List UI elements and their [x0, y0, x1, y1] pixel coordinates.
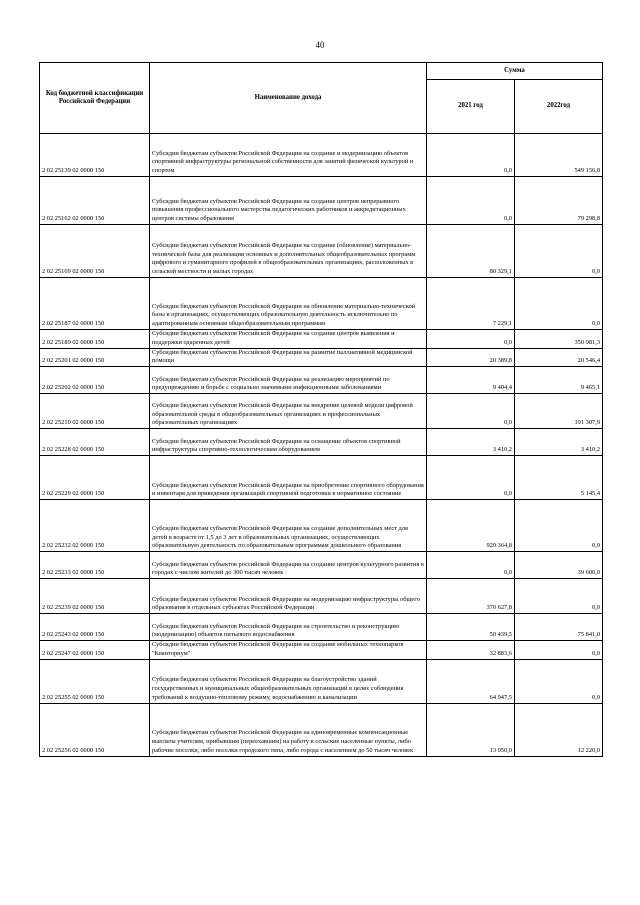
- amount-2021-cell: 0,0: [427, 552, 515, 579]
- income-name-cell: Субсидии бюджетам субъектов Российской Федерации на строительство и реконструкцию (модернизацию) объектов питьевого водоснабжения: [150, 614, 427, 641]
- table-row: [40, 429, 603, 456]
- income-name-cell: Субсидии бюджетам субъектов Российской Федерации на оснащение объектов спортивной инфраструктуры спортивно-технологическим оборудованием: [150, 429, 427, 456]
- income-name-cell: Субсидии бюджетам субъектов Российской Федерации на создание центров непрерывного повышения профессионального мастерства педагогических работников и аккредитационных центров системы образования: [150, 177, 427, 225]
- amount-2022-cell: 0,0: [515, 225, 603, 278]
- header-year-2021: 2021 год: [427, 80, 515, 134]
- amount-2021-cell: 0,0: [427, 177, 515, 225]
- amount-2022-cell: 549 156,8: [515, 134, 603, 177]
- income-name-cell: Субсидии бюджетам субъектов Российской Федерации на реализацию мероприятий по предупреждению и борьбе с социально значимыми инфекционными заболеваниями: [150, 367, 427, 394]
- amount-2021-cell: 0,0: [427, 134, 515, 177]
- income-name-cell: Субсидии бюджетам субъектов Российской Федерации на создание центров выявления и поддержки одаренных детей: [150, 330, 427, 349]
- header-summa: Сумма: [427, 63, 603, 80]
- table-row: [40, 330, 603, 349]
- table-body: [40, 134, 603, 757]
- amount-2021-cell: 7 229,1: [427, 278, 515, 330]
- income-code-cell: 2 02 25255 02 0000 150: [40, 659, 150, 703]
- amount-2021-cell: 3 410,2: [427, 429, 515, 456]
- income-code-cell: 2 02 25189 02 0000 150: [40, 330, 150, 349]
- income-name-cell: Субсидии бюджетам субъектов Российской Федерации на развитие паллиативной медицинской помощи: [150, 348, 427, 367]
- income-code-cell: 2 02 25256 02 0000 150: [40, 703, 150, 756]
- income-code-cell: 2 02 25210 02 0000 150: [40, 394, 150, 429]
- table-row: [40, 659, 603, 703]
- income-code-cell: 2 02 25162 02 0000 150: [40, 177, 150, 225]
- income-code-cell: 2 02 25228 02 0000 150: [40, 429, 150, 456]
- income-name-cell: Субсидии бюджетам субъектов Российской Федерации на приобретение спортивного оборудования и инвентаря для приведения организаций спортивной подготовки в нормативное состояние: [150, 456, 427, 500]
- amount-2022-cell: 0,0: [515, 659, 603, 703]
- amount-2021-cell: 370 627,8: [427, 579, 515, 614]
- amount-2021-cell: 13 950,0: [427, 703, 515, 756]
- income-name-cell: Субсидии бюджетам субъектов Российской Федерации на модернизацию инфраструктуры общего образования в отдельных субъектах Российской Федерации: [150, 579, 427, 614]
- income-code-cell: 2 02 25139 02 0000 150: [40, 134, 150, 177]
- page-number: 40: [315, 40, 325, 50]
- income-code-cell: 2 02 25243 02 0000 150: [40, 614, 150, 641]
- amount-2021-cell: 920 364,8: [427, 500, 515, 552]
- table-row: [40, 641, 603, 660]
- income-name-cell: Субсидии бюджетам субъектов Российской Федерации на создание мобильных технопарков "Кванториум": [150, 641, 427, 660]
- table-row: [40, 703, 603, 756]
- table-row: [40, 394, 603, 429]
- amount-2021-cell: 0,0: [427, 394, 515, 429]
- amount-2022-cell: 5 145,4: [515, 456, 603, 500]
- income-name-cell: Субсидии бюджетам субъектов Российской Федерации на единовременные компенсационные выплаты учителям, прибывшим (переехавшим) на работу в сельские населенные пункты, либо рабочие поселки, либо поселки городского типа, либо города с населением до 50 тысяч человек: [150, 703, 427, 756]
- amount-2021-cell: 32 883,6: [427, 641, 515, 660]
- amount-2022-cell: 350 981,3: [515, 330, 603, 349]
- amount-2022-cell: 0,0: [515, 278, 603, 330]
- income-name-cell: Субсидии бюджетам субъектов Российской Федерации на благоустройство зданий государственных и муниципальных общеобразовательных организаций в целях соблюдения требований к воздушно-тепловому режиму, водоснабжению и канализации: [150, 659, 427, 703]
- amount-2022-cell: 75 841,0: [515, 614, 603, 641]
- income-name-cell: Субсидии бюджетам субъектов Российской Федерации на создание и модернизацию объектов спортивной инфраструктуры региональной собственности для занятий физической культурой и спортом: [150, 134, 427, 177]
- amount-2022-cell: 191 307,9: [515, 394, 603, 429]
- amount-2021-cell: 20 389,8: [427, 348, 515, 367]
- header-code: Код бюджетной классификации Российской Федерации: [40, 63, 150, 134]
- income-name-cell: Субсидии бюджетам субъектов Российской Федерации на создание дополнительных мест для детей в возрасте от 1,5 до 3 лет в образовательных организациях, осуществляющих образовательную деятельность по образовательным программам дошкольного образования: [150, 500, 427, 552]
- table-row: [40, 367, 603, 394]
- amount-2022-cell: 39 600,0: [515, 552, 603, 579]
- table-row: [40, 552, 603, 579]
- header-name: Наименование дохода: [150, 63, 427, 134]
- income-name-cell: Субсидии бюджетам субъектов Российской Федерации на внедрение целевой модели цифровой образовательной среды в общеобразовательных организациях и профессиональных образовательных организациях: [150, 394, 427, 429]
- amount-2022-cell: 12 220,0: [515, 703, 603, 756]
- table-row: [40, 278, 603, 330]
- amount-2021-cell: 0,0: [427, 330, 515, 349]
- income-code-cell: 2 02 25201 02 0000 150: [40, 348, 150, 367]
- income-table: [39, 62, 603, 757]
- table-row: [40, 348, 603, 367]
- table-row: [40, 614, 603, 641]
- amount-2021-cell: 50 439,5: [427, 614, 515, 641]
- amount-2021-cell: 64 947,5: [427, 659, 515, 703]
- amount-2021-cell: 0,0: [427, 456, 515, 500]
- amount-2022-cell: 0,0: [515, 500, 603, 552]
- income-code-cell: 2 02 25169 02 0000 150: [40, 225, 150, 278]
- income-name-cell: Субсидии бюджетам субъектов российской Федерации на создание центров культурного развития в городах с числом жителей до 300 тысяч человек: [150, 552, 427, 579]
- amount-2021-cell: 9 404,4: [427, 367, 515, 394]
- table-row: [40, 579, 603, 614]
- table-row: [40, 456, 603, 500]
- income-code-cell: 2 02 25187 02 0000 150: [40, 278, 150, 330]
- income-code-cell: 2 02 25239 02 0000 150: [40, 579, 150, 614]
- table-row: [40, 134, 603, 177]
- header-year-2022: 2022год: [515, 80, 603, 134]
- income-code-cell: 2 02 25202 02 0000 150: [40, 367, 150, 394]
- income-name-cell: Субсидии бюджетам субъектов Российской Федерации на создание (обновление) материально-технической базы для реализации основных и дополнительных общеобразовательных программ цифрового и гуманитарного профилей в общеобразовательных организациях, расположенных в сельской местности и малых городах: [150, 225, 427, 278]
- amount-2022-cell: 0,0: [515, 641, 603, 660]
- table-row: [40, 225, 603, 278]
- amount-2022-cell: 0,0: [515, 579, 603, 614]
- income-name-cell: Субсидии бюджетам субъектов Российской Федерации на обновление материально-технической базы в организациях, осуществляющих образовательную деятельность исключительно по адаптированным основным общеобразовательным программам: [150, 278, 427, 330]
- amount-2022-cell: 79 298,8: [515, 177, 603, 225]
- amount-2022-cell: 20 546,4: [515, 348, 603, 367]
- amount-2022-cell: 9 465,1: [515, 367, 603, 394]
- amount-2022-cell: 3 410,2: [515, 429, 603, 456]
- income-code-cell: 2 02 25229 02 0000 150: [40, 456, 150, 500]
- table-row: [40, 177, 603, 225]
- income-code-cell: 2 02 25232 02 0000 150: [40, 500, 150, 552]
- table-row: [40, 500, 603, 552]
- income-code-cell: 2 02 25247 02 0000 150: [40, 641, 150, 660]
- income-code-cell: 2 02 25233 02 0000 150: [40, 552, 150, 579]
- amount-2021-cell: 80 329,1: [427, 225, 515, 278]
